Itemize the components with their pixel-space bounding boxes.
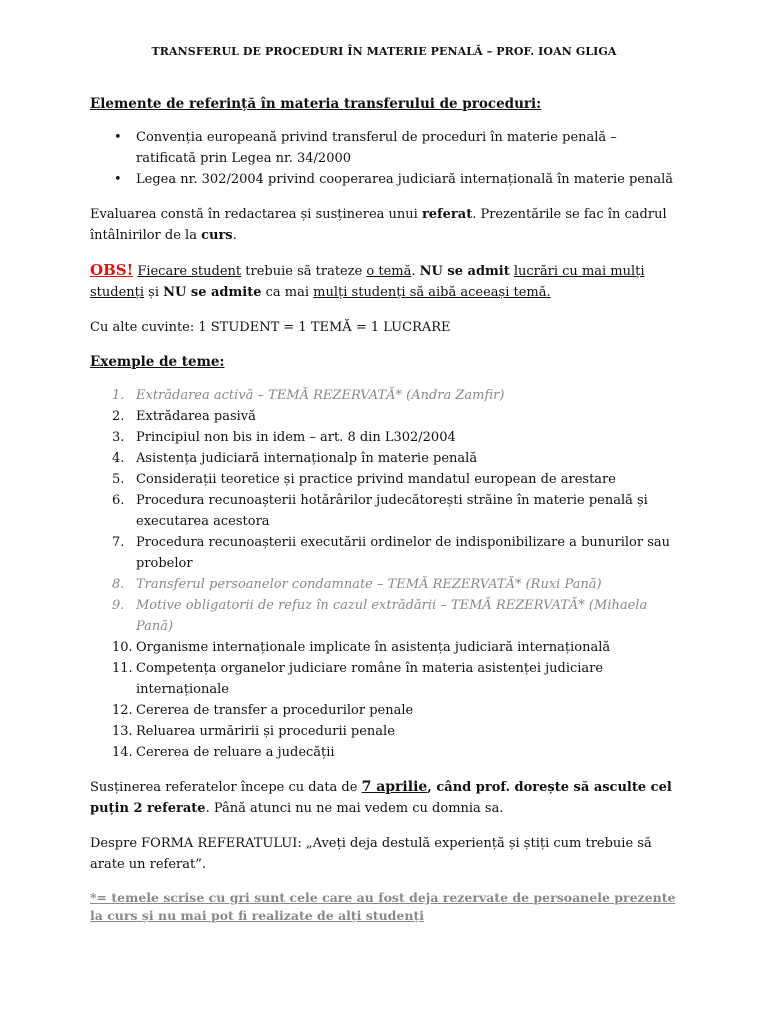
topic-number: 4. (112, 451, 125, 466)
list-item (112, 448, 680, 469)
list-item (112, 742, 680, 763)
obs-label: OBS! (90, 261, 134, 279)
topic-text: Cererea de transfer a procedurilor penale (136, 703, 414, 718)
obs-text: mulți studenți să aibă aceeași temă. (313, 285, 551, 300)
list-item (112, 490, 680, 532)
equation-paragraph: Cu alte cuvinte: 1 STUDENT = 1 TEMĂ = 1 LUCRARE (90, 320, 451, 335)
list-item (114, 169, 680, 190)
obs-text: lucrări cu mai mulți studenți (90, 264, 645, 300)
topic-text: Organisme internaționale implicate în asistența judiciară internațională (136, 640, 611, 655)
topic-text: Cererea de reluare a judecății (136, 745, 335, 760)
obs-text: NU se admite (163, 285, 262, 300)
list-item (114, 127, 680, 169)
obs-paragraph (90, 260, 680, 303)
obs-text: o temă (366, 264, 412, 279)
topic-text: Extrădarea pasivă (136, 409, 256, 424)
references-list (90, 127, 680, 190)
schedule-date: 7 aprilie (361, 779, 428, 795)
document-header: TRANSFERUL DE PROCEDURI ÎN MATERIE PENALĂ – PROF. IOAN GLIGA (151, 45, 617, 58)
schedule-text: . Până atunci nu ne mai vedem cu domnia sa. (205, 801, 504, 816)
evaluation-paragraph (90, 204, 680, 246)
list-item (112, 574, 680, 595)
document-body (90, 94, 680, 939)
topic-number: 12. (112, 703, 133, 718)
bullet-icon: • (114, 130, 122, 145)
topics-title: Exemple de teme: (90, 354, 225, 370)
list-item (112, 700, 680, 721)
topic-number: 8. (112, 577, 125, 592)
list-item (112, 469, 680, 490)
topic-number: 1. (112, 388, 125, 403)
evaluation-text: Evaluarea constă în redactarea și susținerea unui (90, 207, 422, 222)
topics-list (90, 385, 680, 763)
obs-text: și (144, 285, 164, 300)
topic-number: 14. (112, 745, 133, 760)
topic-text: Competența organelor judiciare române în materia asistenței judiciare internaționale (136, 661, 604, 697)
list-item (112, 721, 680, 742)
topic-text: Procedura recunoașterii executării ordinelor de indisponibilizare a bunurilor sau probelor (136, 535, 671, 571)
obs-text: NU se admit (419, 264, 510, 279)
topic-number: 5. (112, 472, 125, 487)
obs-text: . (411, 264, 420, 279)
list-item (112, 658, 680, 700)
topic-number: 6. (112, 493, 125, 508)
evaluation-text: . Prezentările se fac în cadrul întâlnirilor de la (90, 207, 667, 243)
evaluation-text: . (232, 228, 237, 243)
evaluation-curs: curs (201, 228, 233, 243)
reference-text: Convenția europeană privind transferul de proceduri în materie penală – ratificată prin Legea nr. 34/2000 (136, 130, 617, 166)
topic-text: Extrădarea activă – TEMĂ REZERVATĂ* (Andra Zamfir) (136, 388, 505, 403)
topic-number: 2. (112, 409, 125, 424)
schedule-text: Susținerea referatelor începe cu data de (90, 780, 362, 795)
list-item (112, 532, 680, 574)
topic-text: Considerații teoretice și practice privind mandatul european de arestare (136, 472, 616, 487)
topic-text: Reluarea urmăririi și procedurii penale (136, 724, 395, 739)
obs-text: Fiecare student (137, 264, 242, 279)
obs-text: trebuie să trateze (241, 264, 367, 279)
list-item (112, 637, 680, 658)
schedule-paragraph (90, 777, 680, 819)
topic-number: 13. (112, 724, 133, 739)
obs-text: ca mai (261, 285, 314, 300)
topic-text: Principiul non bis in idem – art. 8 din L302/2004 (136, 430, 456, 445)
topic-number: 7. (112, 535, 125, 550)
bullet-icon: • (114, 172, 122, 187)
references-title: Elemente de referință în materia transferului de proceduri: (90, 96, 542, 112)
form-paragraph: Despre FORMA REFERATULUI: „Aveți deja destulă experiență și știți cum trebuie să arate un referat”. (90, 836, 652, 872)
topic-text: Motive obligatorii de refuz în cazul extrădării – TEMĂ REZERVATĂ* (Mihaela Pană) (136, 598, 648, 634)
list-item (112, 595, 680, 637)
topic-text: Procedura recunoașterii hotărârilor judecătorești străine în materie penală și executarea acestora (136, 493, 648, 529)
list-item (112, 427, 680, 448)
topic-number: 3. (112, 430, 125, 445)
evaluation-referat: referat (421, 207, 473, 222)
topic-text: Transferul persoanelor condamnate – TEMĂ REZERVATĂ* (Ruxi Pană) (136, 577, 602, 592)
reference-text: Legea nr. 302/2004 privind cooperarea judiciară internațională în materie penală (136, 172, 674, 187)
footnote: *= temele scrise cu gri sunt cele care au fost deja rezervate de persoanele prezente la curs și nu mai pot fi realizate de alți studenți (90, 890, 676, 923)
topic-number: 11. (112, 661, 133, 676)
topic-number: 9. (112, 598, 125, 613)
list-item (112, 385, 680, 406)
topic-text: Asistența judiciară internaționalp în materie penală (136, 451, 478, 466)
topic-number: 10. (112, 640, 133, 655)
list-item (112, 406, 680, 427)
schedule-text: , când prof. dorește să asculte cel puțin 2 referate (90, 780, 672, 816)
